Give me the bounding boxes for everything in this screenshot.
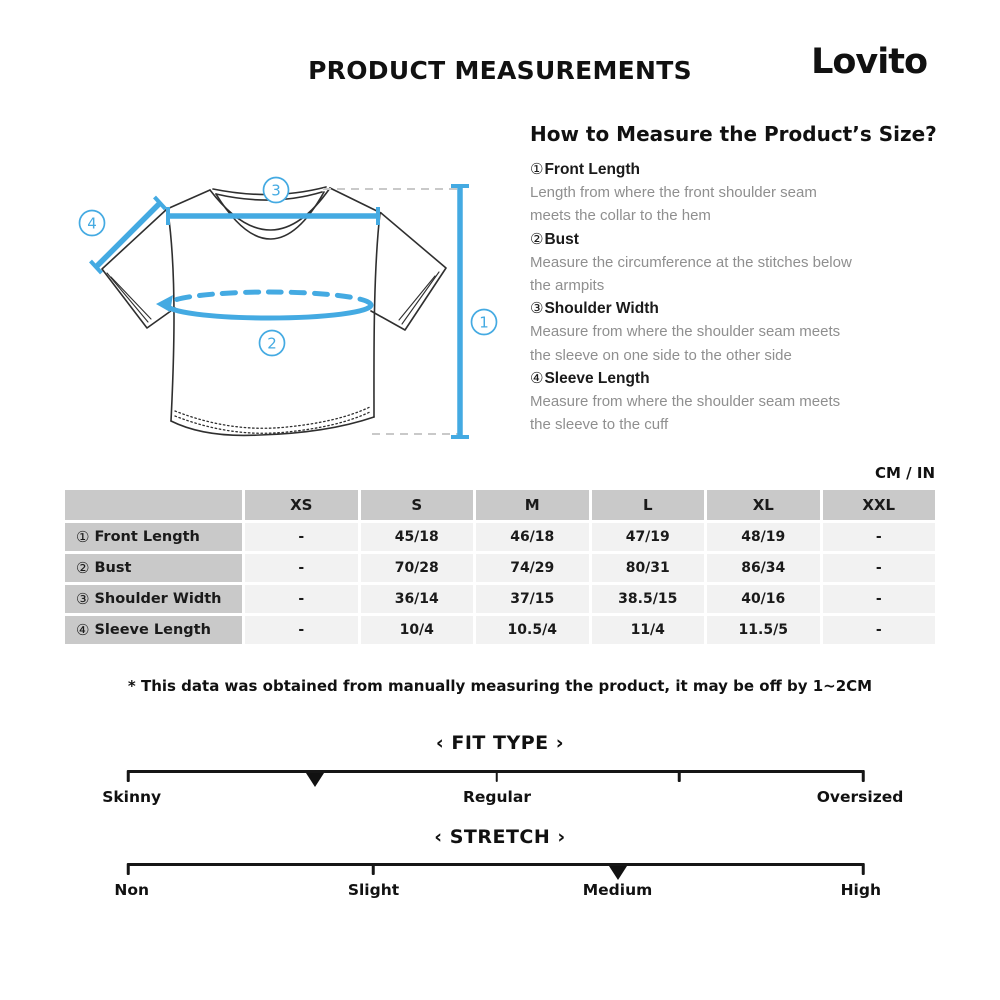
row-label-text: Sleeve Length [94, 622, 211, 638]
front-length-line [451, 186, 469, 437]
table-row-label [65, 554, 242, 582]
stretch-tick [372, 863, 375, 875]
measure-instructions-list [530, 158, 945, 436]
fit-type-slider [102, 770, 904, 816]
table-size-value: - [823, 523, 936, 551]
table-size-value: - [245, 523, 358, 551]
measure-item-title [530, 297, 945, 320]
table-size-value: 37/15 [476, 585, 589, 613]
stretch-tick [127, 863, 130, 875]
how-to-measure-section [530, 122, 945, 436]
measure-item-desc-line: the sleeve on one side to the other side [530, 346, 792, 364]
table-size-value: 46/18 [476, 523, 589, 551]
table-size-value: 45/18 [361, 523, 474, 551]
measure-item-desc-line: Length from where the front shoulder seam [530, 184, 817, 202]
table-size-value: 11.5/5 [707, 616, 820, 644]
stretch-slider [114, 863, 881, 909]
table-corner-cell [65, 490, 242, 520]
measure-item-title [530, 228, 945, 251]
row-label-number: ① [76, 528, 90, 546]
measure-item-name: Sleeve Length [544, 369, 650, 387]
row-label-number: ② [76, 559, 90, 577]
measure-item-title [530, 367, 945, 390]
brand-logo: Lovito [811, 42, 927, 82]
table-size-value: 38.5/15 [592, 585, 705, 613]
unit-label: CM / IN [875, 464, 935, 482]
row-label-text: Bust [94, 560, 132, 576]
table-size-value: 10/4 [361, 616, 474, 644]
svg-text:4: 4 [87, 214, 97, 233]
measure-item-desc-line: Measure from where the shoulder seam meets [530, 393, 841, 411]
measure-item-name: Bust [544, 230, 579, 248]
fit-type-marker [306, 773, 324, 787]
fit-type-label-regular: Regular [462, 788, 531, 806]
measure-item-desc-line: the sleeve to the cuff [530, 416, 669, 434]
annotation-front-length [472, 310, 497, 335]
measure-item-name: Front Length [544, 161, 641, 178]
table-size-header: S [361, 490, 474, 520]
row-label-text: Shoulder Width [94, 591, 222, 607]
table-row-label [65, 585, 242, 613]
stretch-label-high: High [840, 881, 881, 899]
stretch-label-non: Non [114, 881, 149, 899]
table-size-header: XL [707, 490, 820, 520]
sleeve-length-line [91, 197, 166, 273]
measure-item-desc-line: the armpits [530, 277, 605, 295]
measure-item-name: Shoulder Width [544, 300, 659, 318]
row-label-number: ④ [76, 621, 90, 639]
table-size-value: 36/14 [361, 585, 474, 613]
stretch-marker [609, 866, 627, 880]
stretch-label-slight: Slight [347, 881, 400, 899]
annotation-shoulder-width [264, 178, 289, 203]
measure-item-number: ② [530, 229, 544, 248]
svg-text:3: 3 [271, 181, 281, 200]
fit-type-label-oversized: Oversized [816, 788, 904, 806]
stretch-label-medium: Medium [582, 881, 653, 899]
table-size-header: L [592, 490, 705, 520]
fit-type-heading: ‹ FIT TYPE › [435, 732, 565, 754]
table-size-header: XXL [823, 490, 936, 520]
diagram-annotations [80, 178, 497, 356]
table-size-value: - [245, 554, 358, 582]
size-table [65, 490, 935, 644]
table-size-value: - [823, 616, 936, 644]
table-size-value: - [245, 616, 358, 644]
fit-type-tick [127, 770, 130, 782]
page-title: PRODUCT MEASUREMENTS [308, 56, 692, 85]
row-label-text: Front Length [94, 529, 200, 545]
measure-marks [91, 186, 470, 437]
stretch-heading: ‹ STRETCH › [434, 826, 566, 848]
table-size-value: 74/29 [476, 554, 589, 582]
table-size-header: XS [245, 490, 358, 520]
bust-arrowhead [156, 295, 173, 312]
table-size-value: 86/34 [707, 554, 820, 582]
table-size-value: 47/19 [592, 523, 705, 551]
row-label-number: ③ [76, 590, 90, 608]
shoulder-width-line [168, 207, 378, 225]
table-size-value: 70/28 [361, 554, 474, 582]
measure-item-number: ④ [530, 368, 544, 387]
measure-item-title [530, 158, 945, 181]
fit-type-tick [862, 770, 865, 782]
product-diagram [55, 145, 515, 475]
table-row-label [65, 616, 242, 644]
measure-item-desc-line: Measure from where the shoulder seam meets [530, 323, 841, 341]
table-size-header: M [476, 490, 589, 520]
table-size-value: 48/19 [707, 523, 820, 551]
measure-item-desc-line: meets the collar to the hem [530, 207, 711, 225]
tshirt-outline [102, 187, 446, 435]
measure-item-number: ① [530, 160, 544, 178]
table-size-value: - [823, 585, 936, 613]
bust-ellipse [156, 292, 371, 318]
annotation-sleeve-length [80, 211, 105, 236]
table-size-value: 80/31 [592, 554, 705, 582]
table-size-value: 10.5/4 [476, 616, 589, 644]
annotation-bust [260, 331, 285, 356]
measure-item-number: ③ [530, 299, 544, 318]
how-to-heading: How to Measure the Product’s Size? [530, 122, 937, 146]
svg-text:2: 2 [267, 334, 277, 353]
measure-item-desc-line: Measure the circumference at the stitches below [530, 253, 852, 271]
table-size-value: 40/16 [707, 585, 820, 613]
footnote: * This data was obtained from manually measuring the product, it may be off by 1~2CM [127, 677, 873, 695]
table-size-value: - [245, 585, 358, 613]
fit-type-tick [678, 770, 681, 782]
table-size-value: - [823, 554, 936, 582]
fit-type-label-skinny: Skinny [102, 788, 162, 806]
stretch-tick [862, 863, 865, 875]
stretch-scale-line [128, 863, 863, 866]
table-row-label [65, 523, 242, 551]
svg-text:1: 1 [479, 313, 489, 332]
table-size-value: 11/4 [592, 616, 705, 644]
fit-type-tick [496, 770, 499, 782]
